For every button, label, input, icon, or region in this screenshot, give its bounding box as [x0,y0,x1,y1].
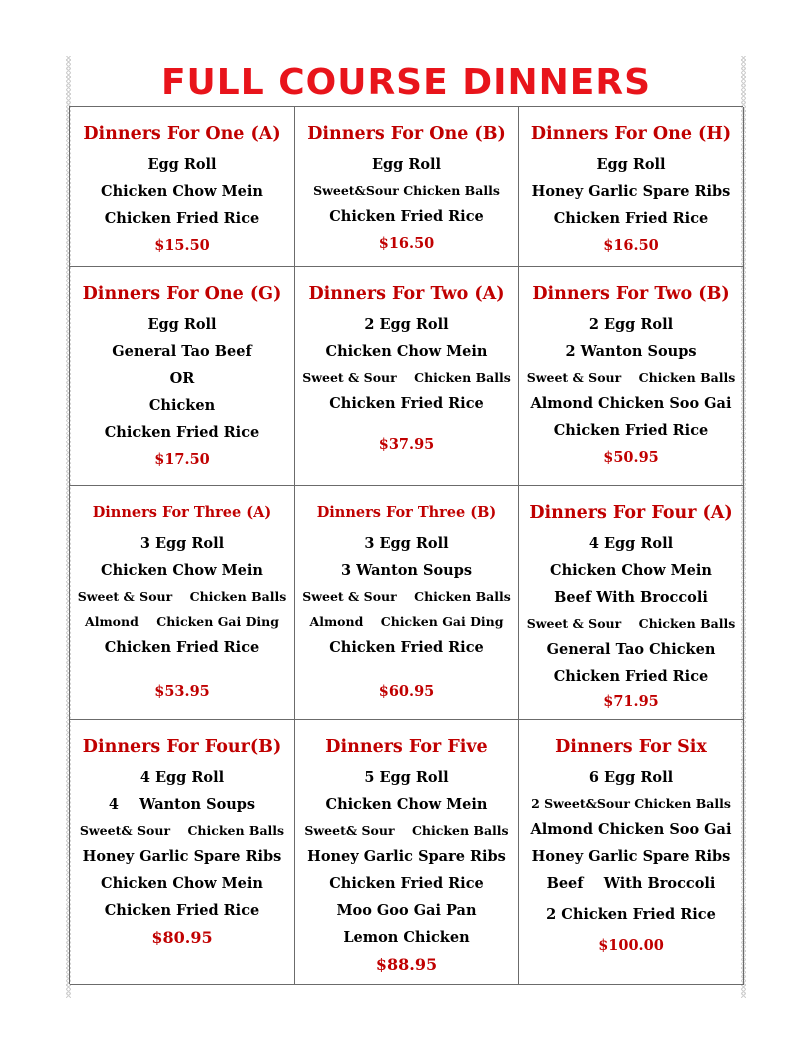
dinner-item: Chicken Chow Mein [101,183,263,200]
dinner-item: Chicken Chow Mein [101,875,263,892]
dinner-item: 4 Egg Roll [588,535,674,552]
dinner-item: General Tao Beef [112,343,252,360]
dinner-heading: Dinners For Two (B) [532,284,730,304]
dinner-grid [69,106,743,984]
dinner-item: Sweet & Sour Chicken Balls [526,616,736,631]
dinner-item: Moo Goo Gai Pan [336,902,477,919]
dinner-item: Chicken Fried Rice [553,422,709,439]
dinner-price: $100.00 [598,937,664,954]
dinner-item: Chicken Fried Rice [104,639,260,656]
dinner-price: $17.50 [154,451,210,468]
dinner-for-one-b [295,107,519,267]
dinner-heading: Dinners For One (A) [83,124,281,144]
dinner-item: Egg Roll [371,156,442,173]
dinner-item: Sweet&Sour Chicken Balls [313,183,500,198]
dinner-for-one-a [70,107,295,267]
dinner-price: $71.95 [603,693,659,710]
dinner-item: Chicken Fried Rice [329,395,484,412]
dinner-item: Almond Chicken Gai Ding [309,614,504,629]
dinner-for-four-a [519,486,744,720]
dinner-item: Honey Garlic Spare Ribs [307,848,506,865]
dinner-price: $15.50 [154,237,210,254]
dinner-heading: Dinners For Six [555,737,707,757]
dinner-heading: Dinners For Five [325,737,488,757]
dinner-item: Chicken Fried Rice [329,639,484,656]
dinner-item: Chicken Fried Rice [104,902,260,919]
dinner-item: 2 Wanton Soups [565,343,697,360]
dinner-heading: Dinners For One (G) [82,284,282,304]
dinner-for-three-b [295,486,519,720]
dinner-heading: Dinners For One (H) [530,124,732,144]
dinner-price: $88.95 [375,955,438,974]
page-title: FULL COURSE DINNERS [160,62,652,103]
dinner-item: Sweet & Sour Chicken Balls [77,589,287,604]
dinner-item: 2 Sweet&Sour Chicken Balls [531,796,731,811]
dinner-heading: Dinners For Four(B) [82,737,282,757]
dinner-item: Almond Chicken Gai Ding [85,614,279,629]
dinner-item: Egg Roll [596,156,666,173]
dinner-item: 5 Egg Roll [364,769,449,786]
dinner-item: Lemon Chicken [343,929,470,946]
dinner-heading: Dinners For One (B) [307,124,506,144]
dinner-heading: Dinners For Three (A) [92,504,272,521]
dinner-for-five [295,720,519,985]
dinner-item: Chicken Chow Mein [550,562,712,579]
dinner-item: 2 Chicken Fried Rice [546,906,716,923]
dinner-item: Chicken Fried Rice [329,208,484,225]
dinner-for-two-b [519,267,744,486]
dinner-item: 6 Egg Roll [588,769,674,786]
dinner-for-four-b [70,720,295,985]
dinner-item: Chicken Chow Mein [325,796,488,813]
dinner-item: 4 Wanton Soups [108,796,256,813]
dinner-heading: Dinners For Two (A) [308,284,505,304]
dinner-price: $16.50 [378,235,435,252]
dinner-item: Honey Garlic Spare Ribs [82,848,282,865]
dinner-item: Chicken Fried Rice [329,875,484,892]
dinner-heading: Dinners For Four (A) [529,503,733,523]
dinner-item: Beef With Broccoli [554,589,708,606]
dinner-price: $80.95 [151,928,213,947]
dinner-for-three-a [70,486,295,720]
dinner-item: Chicken Fried Rice [553,210,709,227]
dinner-item: Honey Garlic Spare Ribs [531,848,731,865]
dinner-item: Chicken Chow Mein [325,343,488,360]
dinner-item: Sweet& Sour Chicken Balls [79,823,285,838]
dinner-item: 2 Egg Roll [364,316,449,333]
dinner-item: Sweet & Sour Chicken Balls [526,370,736,385]
dinner-for-two-a [295,267,519,486]
dinner-item: Sweet & Sour Chicken Balls [302,370,511,385]
dinner-for-six [519,720,744,985]
dinner-item: 3 Egg Roll [139,535,225,552]
dinner-item: Chicken Chow Mein [101,562,263,579]
dinner-item: 3 Wanton Soups [340,562,473,579]
dinner-item: 2 Egg Roll [588,316,674,333]
dinner-price: $50.95 [603,449,659,466]
dinner-price: $53.95 [154,683,210,700]
dinner-item: 4 Egg Roll [139,769,225,786]
dinner-item: Egg Roll [147,316,217,333]
dinner-item: OR [169,370,195,387]
dinner-price: $60.95 [378,683,435,700]
dinner-price: $37.95 [378,436,435,453]
dinner-item: Egg Roll [147,156,217,173]
dinner-for-one-g [70,267,295,486]
dinner-item: Chicken Fried Rice [104,424,260,441]
dinner-item: 3 Egg Roll [364,535,449,552]
dinner-item: Chicken [148,397,216,414]
dinner-item: Sweet& Sour Chicken Balls [304,823,509,838]
dinner-item: General Tao Chicken [546,641,716,658]
dinner-item: Beef With Broccoli [546,875,716,892]
dinner-item: Almond Chicken Soo Gai [530,395,732,412]
dinner-item: Chicken Fried Rice [104,210,260,227]
dinner-item: Honey Garlic Spare Ribs [531,183,731,200]
dinner-item: Sweet & Sour Chicken Balls [302,589,511,604]
dinner-item: Chicken Fried Rice [553,668,709,685]
dinner-item: Almond Chicken Soo Gai [530,821,732,838]
dinner-price: $16.50 [603,237,659,254]
dinner-for-one-h [519,107,744,267]
dinner-heading: Dinners For Three (B) [316,504,497,521]
